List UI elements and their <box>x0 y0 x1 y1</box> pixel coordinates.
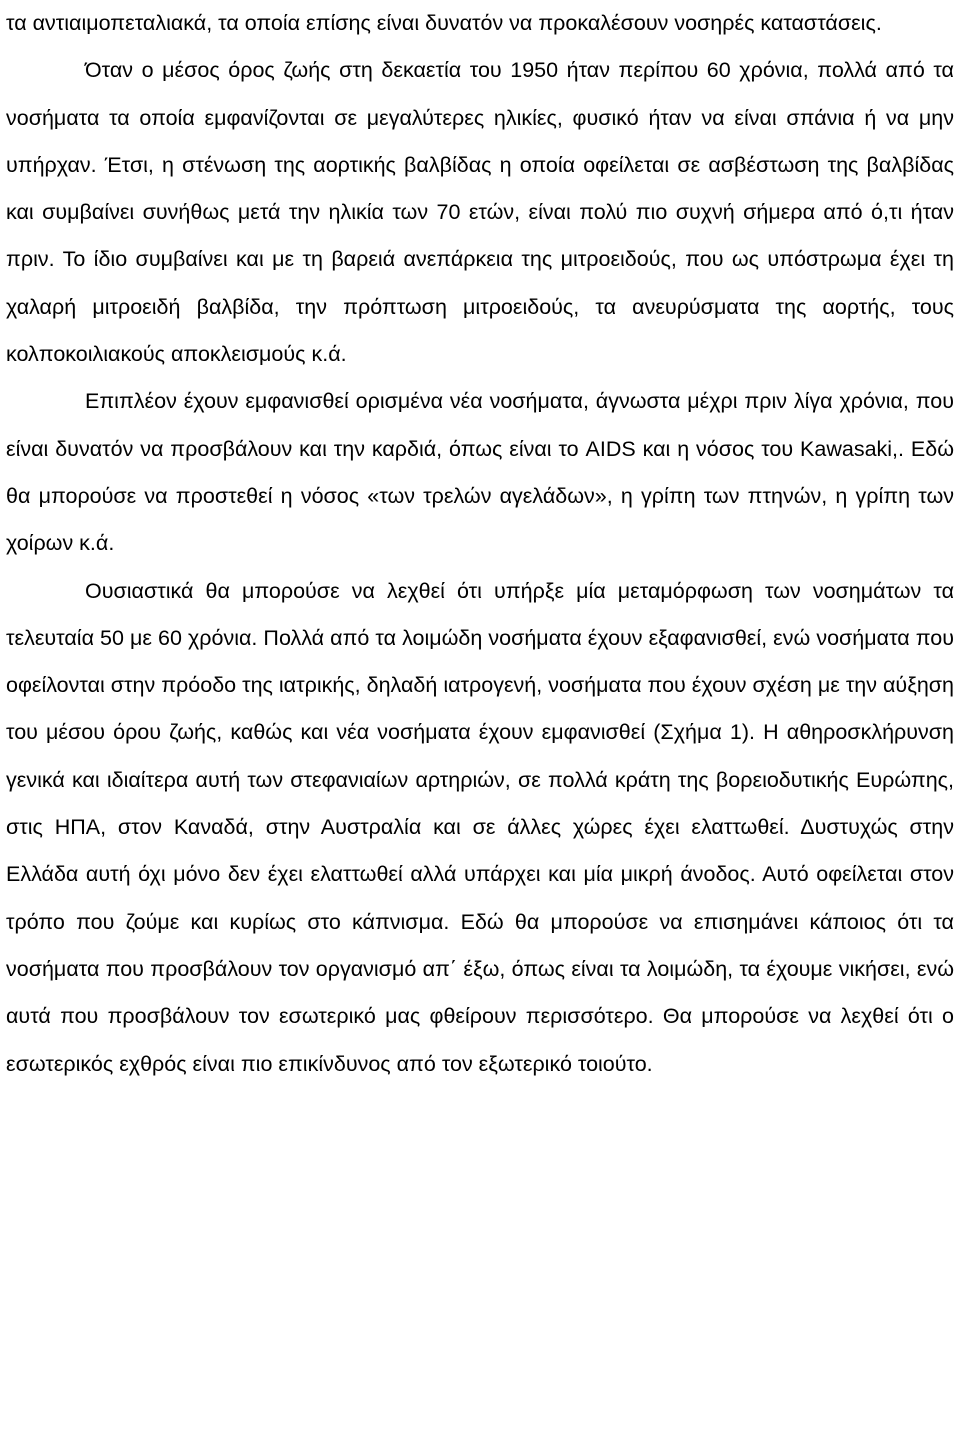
paragraph-4: Ουσιαστικά θα μπορούσε να λεχθεί ότι υπήρξε μία μεταμόρφωση των νοσημάτων τα τελευταία 50 με 60 χρόνια. Πολλά από τα λοιμώδη νοσήματα έχουν εξαφανισθεί, ενώ νοσήματα που οφείλονται στην πρόοδο της ιατρικής, δηλαδή ιατρογενή, νοσήματα που έχουν σχέση με την αύξηση του μέσου όρου ζωής, καθώς και νέα νοσήματα έχουν εμφανισθεί (Σχήμα 1). Η αθηροσκλήρυνση γενικά και ιδιαίτερα αυτή των στεφανιαίων αρτηριών, σε πολλά κράτη της βορειοδυτικής Ευρώπης, στις ΗΠΑ, στον Καναδά, στην Αυστραλία και σε άλλες χώρες έχει ελαττωθεί. Δυστυχώς στην Ελλάδα αυτή όχι μόνο δεν έχει ελαττωθεί αλλά υπάρχει και μία μικρή άνοδος. Αυτό οφείλεται στον τρόπο που ζούμε και κυρίως στο κάπνισμα. Εδώ θα μπορούσε να επισημάνει κάποιος ότι τα νοσήματα που προσβάλουν τον οργανισμό απ΄ έξω, όπως είναι τα λοιμώδη, τα έχουμε νικήσει, ενώ αυτά που προσβάλουν τον εσωτερικό μας φθείρουν περισσότερο. Θα μπορούσε να λεχθεί ότι ο εσωτερικός εχθρός είναι πιο επικίνδυνος από τον εξωτερικό τοιούτο. <box>6 578 954 1076</box>
paragraph-1: τα αντιαιμοπεταλιακά, τα οποία επίσης είναι δυνατόν να προκαλέσουν νοσηρές καταστάσεις. <box>6 11 882 35</box>
paragraph-2: Όταν ο μέσος όρος ζωής στη δεκαετία του 1950 ήταν περίπου 60 χρόνια, πολλά από τα νοσήματα τα οποία εμφανίζονται σε μεγαλύτερες ηλικίες, φυσικό ήταν να είναι σπάνια ή να μην υπήρχαν. Έτσι, η στένωση της αορτικής βαλβίδας η οποία οφείλεται σε ασβέστωση της βαλβίδας και συμβαίνει συνήθως μετά την ηλικία των 70 ετών, είναι πολύ πιο συχνή σήμερα από ό,τι ήταν πριν. Το ίδιο συμβαίνει και με τη βαρειά ανεπάρκεια της μιτροειδούς, που ως υπόστρωμα έχει τη χαλαρή μιτροειδή βαλβίδα, την πρόπτωση μιτροειδούς, τα ανευρύσματα της αορτής, τους κολποκοιλιακούς αποκλεισμούς κ.ά. <box>6 58 954 367</box>
paragraph-3: Επιπλέον έχουν εμφανισθεί ορισμένα νέα νοσήματα, άγνωστα μέχρι πριν λίγα χρόνια, που είναι δυνατόν να προσβάλουν και την καρδιά, όπως είναι το AIDS και η νόσος του Kawasaki,. Εδώ θα μπορούσε να προστεθεί η νόσος «των τρελών αγελάδων», η γρίπη των πτηνών, η γρίπη των χοίρων κ.ά. <box>6 389 954 556</box>
